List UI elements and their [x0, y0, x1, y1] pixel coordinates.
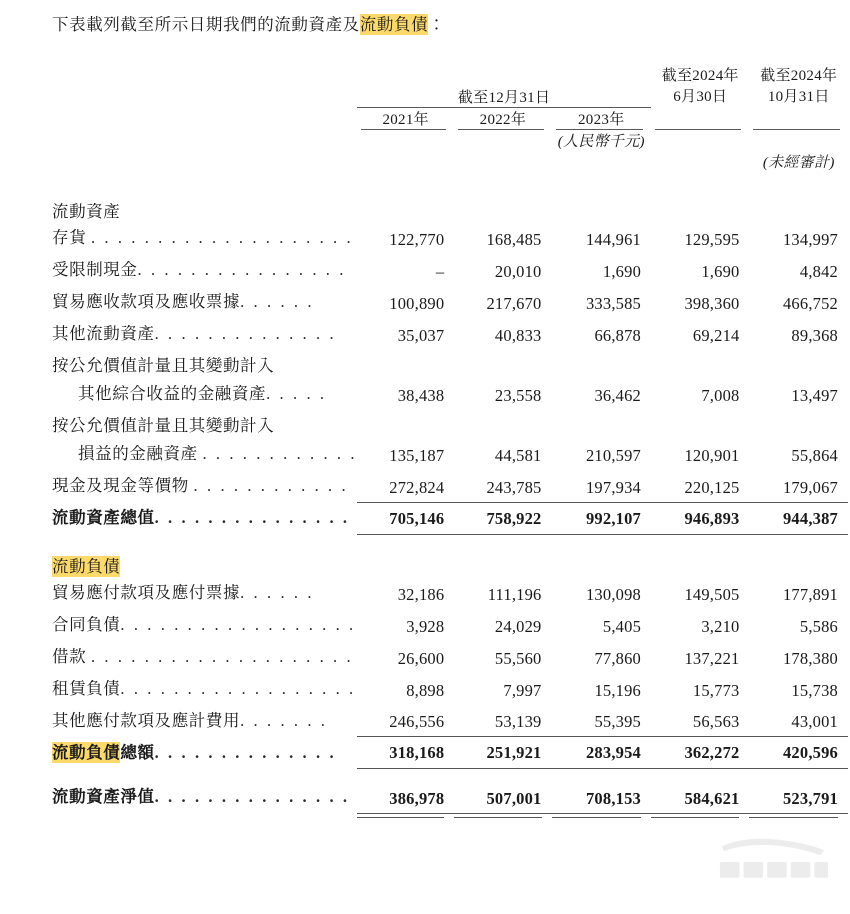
row-label-borrowings	[52, 641, 357, 673]
cell-fvtpl-2022: 44,581	[494, 446, 542, 465]
blank-cell	[454, 410, 551, 438]
header-col-2022: 2022年	[479, 112, 527, 128]
intro-suffix: ：	[428, 15, 446, 34]
spacer-after-header	[52, 172, 848, 198]
cell-trade-payables-2023: 130,098	[585, 584, 642, 604]
cell-total-current-liabilities-oct31: 420,596	[749, 737, 848, 769]
cell-trade-payables-2021: 32,186	[397, 584, 445, 604]
row-label-net-current-assets-text: 流動資產淨值	[52, 787, 155, 806]
spacer-after-assets-total	[52, 534, 848, 553]
cell-other-current-assets-2022: 40,833	[494, 326, 542, 345]
row-label-inventory-text: 存貨	[52, 228, 87, 247]
cell-trade-payables-2022: 111,196	[487, 584, 542, 604]
total-row-current-liabilities	[52, 737, 848, 769]
cell-fvoci-2023: 36,462	[594, 386, 642, 405]
header-col-oct31	[749, 66, 848, 108]
row-label-fvoci-line1: 按公允價值計量且其變動計入	[52, 356, 275, 375]
cell-net-current-assets-2022: 507,001	[454, 781, 551, 813]
leader-dots: . . . . . . . . . . . . . . . . . . . .	[90, 228, 354, 247]
leader-dots: . . . . . . . . . . . . . . . . . . . .	[90, 646, 354, 666]
header-col-2021: 2021年	[382, 112, 429, 128]
leader-dots: . . . . . . . . . . . . . . . . . .	[120, 678, 356, 698]
cell-total-current-assets-jun30: 946,893	[651, 502, 749, 534]
cell-cash-equivalents-2023: 197,934	[585, 477, 642, 497]
cell-borrowings-2023: 77,860	[594, 648, 642, 668]
section-title-current-assets: 流動資產	[52, 202, 121, 221]
row-label-fvtpl	[52, 438, 357, 470]
row-label-total-current-liabilities	[52, 737, 357, 769]
dbl-jun30	[651, 813, 749, 818]
intro-prefix: 下表載列截至所示日期我們的	[52, 15, 275, 34]
row-label-total-current-assets-text: 流動資產總值	[52, 508, 155, 527]
row-label-trade-receivables	[52, 286, 357, 318]
header-col-jun30-line1: 截至2024年	[661, 68, 739, 84]
cell-fvtpl-jun30: 120,901	[684, 446, 740, 465]
cell-restricted-cash-2023: 1,690	[602, 262, 642, 281]
blank-cell	[357, 410, 454, 438]
cell-fvoci-2022: 23,558	[494, 386, 542, 405]
audit-note-blank	[52, 151, 357, 172]
table-row	[52, 254, 848, 286]
row-label-lease-liabilities	[52, 673, 357, 705]
row-label-fvoci	[52, 378, 357, 410]
cell-cash-equivalents-2022: 243,785	[486, 477, 542, 497]
cell-lease-liabilities-2022: 7,997	[503, 680, 542, 700]
row-label-net-current-assets	[52, 781, 357, 813]
unit-note-blank-jun	[651, 130, 749, 151]
row-label-lease-liabilities-text: 租賃負債	[52, 678, 121, 698]
cell-contract-liabilities-2022: 24,029	[494, 616, 542, 636]
cell-trade-payables-jun30: 149,505	[684, 584, 740, 604]
row-label-other-current-assets	[52, 318, 357, 350]
row-label-inventory	[52, 222, 357, 254]
cell-total-current-assets-2023: 992,107	[552, 502, 652, 534]
cell-total-current-liabilities-2022: 251,921	[454, 737, 551, 769]
header-col-oct31-line2: 10月31日	[767, 89, 830, 105]
unit-note-blank-2021	[357, 130, 454, 151]
audit-note: (未經審計)	[762, 155, 835, 171]
audit-note-blank-2023	[552, 151, 652, 172]
cell-total-current-liabilities-2023: 283,954	[552, 737, 652, 769]
audit-note-blank-2021	[357, 151, 454, 172]
spacer-cell	[52, 769, 848, 782]
cell-other-payables-2022: 53,139	[494, 712, 542, 731]
header-oct31-spacer	[749, 108, 848, 129]
row-label-total-current-liabilities-highlight: 流動負債	[52, 742, 121, 762]
cell-other-current-assets-oct31: 89,368	[791, 326, 838, 345]
table-row	[52, 222, 848, 254]
cell-borrowings-2021: 26,600	[397, 648, 445, 668]
leader-dots: . . . . . . . . . . . . . . .	[154, 787, 350, 806]
unit-note: (人民幣千元)	[557, 134, 645, 150]
cell-other-current-assets-2021: 35,037	[397, 326, 445, 345]
spacer-before-net	[52, 769, 848, 782]
leader-dots: . . . . .	[266, 384, 327, 403]
header-jun30-spacer	[651, 108, 749, 129]
leader-dots: . . . . . . . . . . . .	[202, 444, 358, 463]
section-header-current-liabilities	[52, 553, 848, 577]
blank-cell	[749, 410, 848, 438]
row-label-fvtpl-line1: 按公允價值計量且其變動計入	[52, 416, 275, 435]
blank-cell	[651, 350, 749, 378]
dbl-2021	[357, 813, 454, 818]
cell-total-current-liabilities-jun30: 362,272	[651, 737, 749, 769]
cell-other-current-assets-jun30: 69,214	[692, 326, 740, 345]
cell-trade-receivables-oct31: 466,752	[782, 294, 838, 313]
row-label-other-payables-text: 其他應付款項及應計費用	[52, 710, 241, 730]
cell-lease-liabilities-oct31: 15,738	[791, 680, 838, 700]
header-col-jun30	[651, 66, 749, 108]
row-label-cash-equivalents-text: 現金及現金等價物	[52, 476, 189, 495]
cell-inventory-jun30: 129,595	[684, 230, 740, 249]
dbl-blank	[52, 813, 357, 818]
dbl-2023	[552, 813, 652, 818]
cell-contract-liabilities-jun30: 3,210	[701, 616, 740, 636]
table-row	[52, 609, 848, 641]
cell-trade-receivables-jun30: 398,360	[684, 294, 740, 313]
cell-fvtpl-2021: 135,187	[389, 446, 445, 465]
audit-note-row	[52, 151, 848, 172]
cell-other-payables-jun30: 56,563	[692, 712, 740, 731]
cell-trade-receivables-2023: 333,585	[585, 294, 642, 313]
cell-trade-receivables-2022: 217,670	[486, 294, 542, 313]
table-row	[52, 470, 848, 502]
table-row	[52, 286, 848, 318]
cell-trade-receivables-2021: 100,890	[389, 294, 445, 313]
unit-note-blank-2022	[454, 130, 551, 151]
blank-cell	[454, 350, 551, 378]
cell-inventory-oct31: 134,997	[782, 230, 838, 249]
watermark-logo	[714, 834, 832, 892]
section-title-current-liabilities: 流動負債	[52, 556, 121, 576]
dbl-2022	[454, 813, 551, 818]
leader-dots: . . . . . . .	[240, 710, 328, 730]
leader-dots: . . . . . . . . . . . . . .	[154, 742, 337, 762]
row-label-borrowings-text: 借款	[52, 646, 87, 666]
row-label-fvtpl-text: 損益的金融資產	[78, 444, 198, 463]
blank-cell	[651, 410, 749, 438]
cell-net-current-assets-jun30: 584,621	[651, 781, 749, 813]
spacer-cell	[52, 172, 848, 198]
cell-fvoci-jun30: 7,008	[701, 386, 740, 405]
cell-inventory-2021: 122,770	[389, 230, 445, 249]
cell-borrowings-jun30: 137,221	[684, 648, 740, 668]
cell-restricted-cash-oct31: 4,842	[799, 262, 838, 281]
row-label-restricted-cash-text: 受限制現金	[52, 260, 138, 279]
cell-restricted-cash-2021: –	[435, 262, 445, 281]
header-corner-blank	[52, 66, 357, 107]
leader-dots: . . . . . . . . . . . .	[193, 476, 349, 495]
header-col-oct31-line1: 截至2024年	[760, 68, 838, 84]
cell-net-current-assets-oct31: 523,791	[749, 781, 848, 813]
section-header-current-assets	[52, 198, 848, 222]
cell-cash-equivalents-oct31: 179,067	[782, 477, 838, 497]
leader-dots: . . . . . . . . . . . . . . . .	[137, 260, 346, 279]
cell-total-current-liabilities-2021: 318,168	[357, 737, 454, 769]
header-span-label: 截至12月31日	[457, 90, 551, 106]
row-label-total-current-assets	[52, 502, 357, 534]
table-row	[52, 673, 848, 705]
cell-inventory-2022: 168,485	[486, 230, 542, 249]
header-year-row	[52, 108, 848, 129]
table-row	[52, 378, 848, 410]
cell-fvoci-oct31: 13,497	[791, 386, 838, 405]
cell-contract-liabilities-2023: 5,405	[602, 616, 642, 636]
leader-dots: . . . . . .	[240, 582, 315, 602]
intro-paragraph	[52, 12, 445, 38]
row-label-contract-liabilities	[52, 609, 357, 641]
table-row	[52, 577, 848, 609]
leader-dots: . . . . . . . . . . . . . . . . . .	[120, 614, 356, 634]
net-current-assets-double-rule	[52, 813, 848, 818]
cell-total-current-assets-2022: 758,922	[454, 502, 551, 534]
cell-fvtpl-oct31: 55,864	[791, 446, 838, 465]
cell-net-current-assets-2023: 708,153	[552, 781, 652, 813]
cell-restricted-cash-2022: 20,010	[494, 262, 542, 281]
row-label-restricted-cash	[52, 254, 357, 286]
header-span-row	[52, 66, 848, 107]
cell-lease-liabilities-2023: 15,196	[594, 680, 642, 700]
audit-note-blank-jun	[651, 151, 749, 172]
cell-cash-equivalents-2021: 272,824	[389, 477, 445, 497]
table-row	[52, 705, 848, 737]
intro-highlight-term: 流動負債	[359, 15, 429, 34]
cell-net-current-assets-2021: 386,978	[357, 781, 454, 813]
cell-total-current-assets-oct31: 944,387	[749, 502, 848, 534]
row-label-other-payables	[52, 705, 357, 737]
leader-dots: . . . . . .	[240, 292, 315, 311]
leader-dots: . . . . . . . . . . . . . . .	[154, 508, 350, 527]
blank-cell	[357, 350, 454, 378]
cell-other-payables-2021: 246,556	[389, 712, 445, 731]
row-label-trade-payables	[52, 577, 357, 609]
header-col-jun30-line2: 6月30日	[673, 89, 728, 105]
cell-fvtpl-2023: 210,597	[585, 446, 642, 465]
row-label-trade-receivables-text: 貿易應收款項及應收票據	[52, 292, 241, 311]
blank-cell	[552, 350, 652, 378]
cell-contract-liabilities-oct31: 5,586	[799, 616, 838, 636]
cell-borrowings-2022: 55,560	[494, 648, 542, 668]
table-row	[52, 318, 848, 350]
cell-contract-liabilities-2021: 3,928	[406, 616, 445, 636]
row-label-total-current-liabilities-rest: 總額	[120, 742, 155, 762]
cell-other-payables-oct31: 43,001	[791, 712, 838, 731]
cell-inventory-2023: 144,961	[585, 230, 642, 249]
spacer-cell	[52, 534, 848, 553]
table-row-continuation	[52, 410, 848, 438]
audit-note-blank-2022	[454, 151, 551, 172]
row-label-contract-liabilities-text: 合同負債	[52, 614, 121, 634]
leader-dots: . . . . . . . . . . . . . .	[154, 324, 337, 343]
section-title-current-liabilities-cell	[52, 553, 848, 577]
row-label-cash-equivalents	[52, 470, 357, 502]
blank-cell	[749, 350, 848, 378]
cell-trade-payables-oct31: 177,891	[782, 584, 838, 604]
table-row	[52, 438, 848, 470]
header-year-blank	[52, 108, 357, 129]
row-label-other-current-assets-text: 其他流動資產	[52, 324, 155, 343]
row-label-trade-payables-text: 貿易應付款項及應付票據	[52, 582, 241, 602]
cell-total-current-assets-2021: 705,146	[357, 502, 454, 534]
unit-note-blank-oct	[749, 130, 848, 151]
cell-cash-equivalents-jun30: 220,125	[684, 477, 740, 497]
cell-fvoci-2021: 38,438	[397, 386, 445, 405]
unit-note-row	[52, 130, 848, 151]
blank-cell	[552, 410, 652, 438]
cell-other-current-assets-2023: 66,878	[594, 326, 642, 345]
cell-borrowings-oct31: 178,380	[782, 648, 838, 668]
cell-other-payables-2023: 55,395	[594, 712, 642, 731]
cell-restricted-cash-jun30: 1,690	[701, 262, 740, 281]
unit-note-blank	[52, 130, 357, 151]
table-row-continuation	[52, 350, 848, 378]
dbl-oct31	[749, 813, 848, 818]
financial-table	[52, 66, 848, 818]
table-row	[52, 641, 848, 673]
net-current-assets-row	[52, 781, 848, 813]
total-row-current-assets	[52, 502, 848, 534]
row-label-fvoci-text: 其他綜合收益的金融資產	[78, 384, 267, 403]
header-col-2023: 2023年	[578, 112, 625, 128]
intro-mid: 流動資產及	[274, 15, 360, 34]
cell-lease-liabilities-jun30: 15,773	[692, 680, 740, 700]
cell-lease-liabilities-2021: 8,898	[406, 680, 445, 700]
